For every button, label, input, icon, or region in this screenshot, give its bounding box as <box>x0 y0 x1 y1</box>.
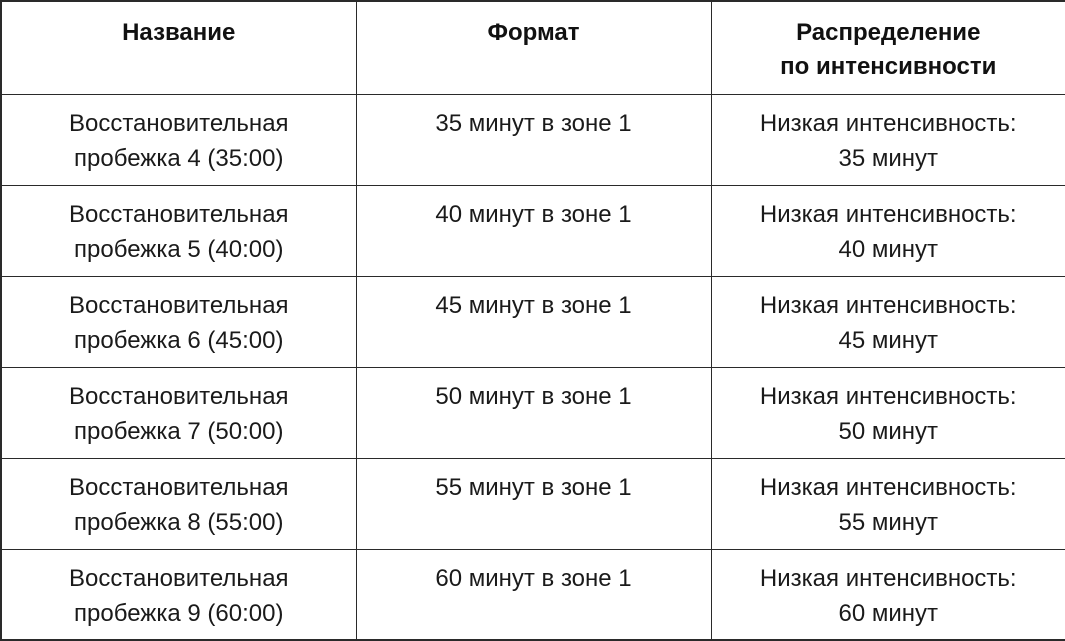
cell-name-line2: пробежка 8 (55:00) <box>2 505 356 540</box>
cell-distribution-line2: 35 минут <box>712 141 1065 176</box>
cell-distribution-line2: 50 минут <box>712 414 1065 449</box>
cell-format-text: 50 минут в зоне 1 <box>357 379 711 414</box>
header-row <box>1 1 1065 94</box>
table-row <box>1 276 1065 367</box>
table-row <box>1 549 1065 640</box>
cell-name-line1: Восстановительная <box>2 379 356 414</box>
cell-name <box>1 185 356 276</box>
cell-name <box>1 94 356 185</box>
header-format-text: Формат <box>357 16 711 50</box>
cell-distribution-line1: Низкая интенсивность: <box>712 106 1065 141</box>
cell-format <box>356 276 711 367</box>
table-row <box>1 367 1065 458</box>
cell-name-line1: Восстановительная <box>2 106 356 141</box>
cell-distribution-line1: Низкая интенсивность: <box>712 379 1065 414</box>
cell-distribution <box>711 549 1065 640</box>
cell-format <box>356 94 711 185</box>
cell-distribution-line1: Низкая интенсивность: <box>712 197 1065 232</box>
cell-format-text: 40 минут в зоне 1 <box>357 197 711 232</box>
cell-distribution <box>711 185 1065 276</box>
cell-name-line2: пробежка 7 (50:00) <box>2 414 356 449</box>
cell-name <box>1 276 356 367</box>
cell-distribution <box>711 276 1065 367</box>
cell-name-line1: Восстановительная <box>2 561 356 596</box>
cell-name-line2: пробежка 9 (60:00) <box>2 596 356 631</box>
cell-distribution <box>711 94 1065 185</box>
cell-name-line2: пробежка 6 (45:00) <box>2 323 356 358</box>
cell-format-text: 45 минут в зоне 1 <box>357 288 711 323</box>
cell-name-line2: пробежка 4 (35:00) <box>2 141 356 176</box>
cell-name-line1: Восстановительная <box>2 288 356 323</box>
cell-name <box>1 549 356 640</box>
cell-name-line1: Восстановительная <box>2 470 356 505</box>
cell-distribution-line2: 45 минут <box>712 323 1065 358</box>
table-body <box>1 94 1065 640</box>
cell-name <box>1 458 356 549</box>
cell-name-line1: Восстановительная <box>2 197 356 232</box>
header-name <box>1 1 356 94</box>
table-header <box>1 1 1065 94</box>
cell-name-line2: пробежка 5 (40:00) <box>2 232 356 267</box>
cell-distribution-line2: 55 минут <box>712 505 1065 540</box>
header-name-text: Название <box>2 16 356 50</box>
header-distribution-line1: Распределение <box>712 16 1065 50</box>
table-row <box>1 94 1065 185</box>
cell-format <box>356 458 711 549</box>
cell-distribution-line2: 40 минут <box>712 232 1065 267</box>
table-row <box>1 185 1065 276</box>
header-distribution-line2: по интенсивности <box>712 50 1065 84</box>
cell-format <box>356 549 711 640</box>
cell-distribution-line1: Низкая интенсивность: <box>712 470 1065 505</box>
cell-distribution-line2: 60 минут <box>712 596 1065 631</box>
table-row <box>1 458 1065 549</box>
cell-format <box>356 367 711 458</box>
header-format <box>356 1 711 94</box>
cell-distribution <box>711 458 1065 549</box>
cell-distribution-line1: Низкая интенсивность: <box>712 288 1065 323</box>
cell-distribution-line1: Низкая интенсивность: <box>712 561 1065 596</box>
cell-format-text: 35 минут в зоне 1 <box>357 106 711 141</box>
cell-format-text: 55 минут в зоне 1 <box>357 470 711 505</box>
header-distribution <box>711 1 1065 94</box>
cell-distribution <box>711 367 1065 458</box>
cell-format <box>356 185 711 276</box>
cell-format-text: 60 минут в зоне 1 <box>357 561 711 596</box>
cell-name <box>1 367 356 458</box>
